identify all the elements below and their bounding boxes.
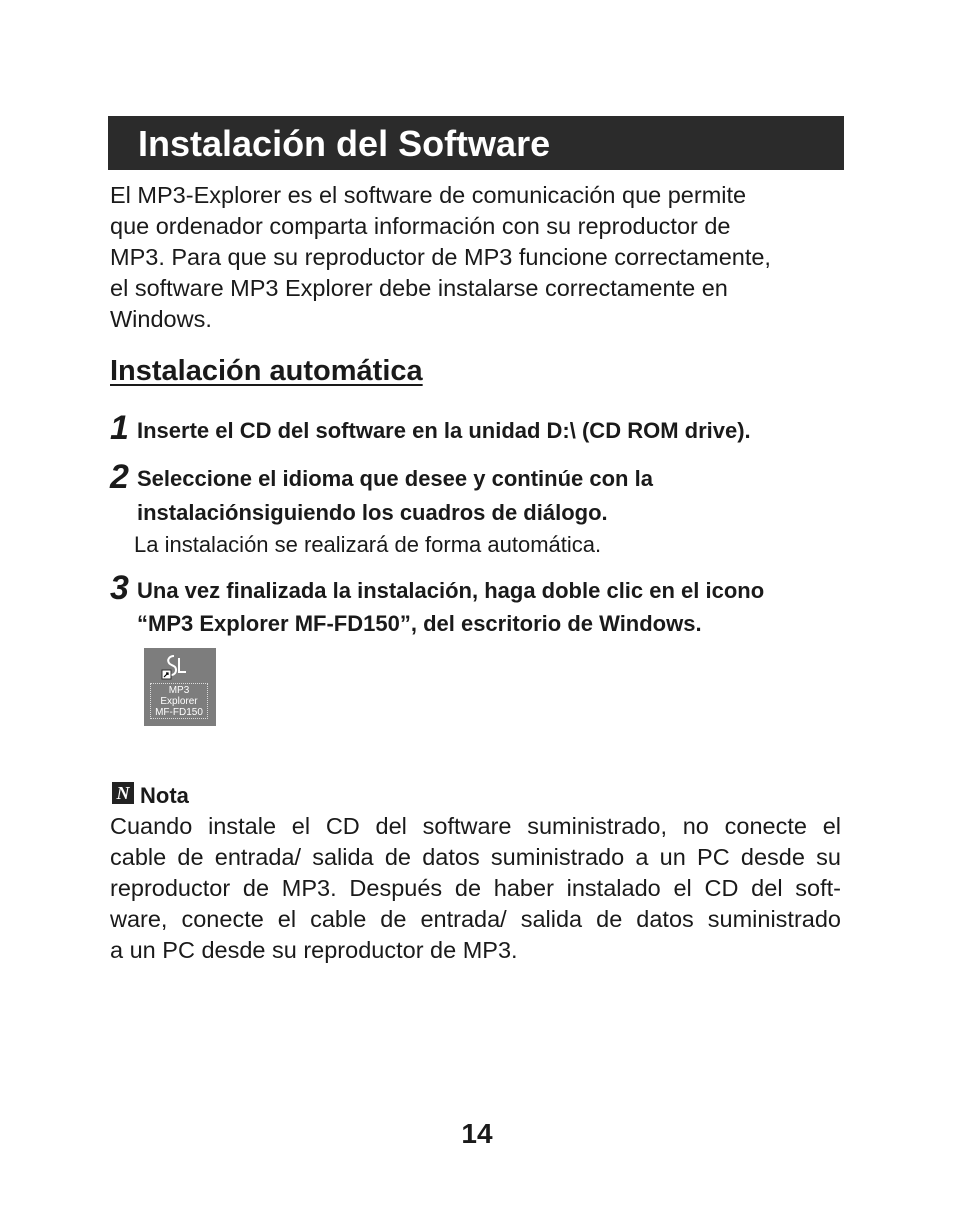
section-header-bar [108,116,844,170]
step-1-text: Inserte el CD del software en la unidad D:\ (CD ROM drive). [137,418,751,443]
desktop-icon-label-line: MP3 [168,685,190,696]
step-3-text-line: “MP3 Explorer MF-FD150”, del escritorio de Windows. [137,611,702,636]
desktop-icon-label-line: MF-FD150 [155,707,203,718]
note-line: ware, conecte el cable de entrada/ salida de datos suministrado [110,906,841,932]
desktop-icon-label-line: Explorer [160,696,198,707]
step-2-text-line: instalaciónsiguiendo los cuadros de diálogo. [137,500,608,525]
step-1-number: 1 [110,409,129,447]
step-2-number: 2 [110,458,129,496]
step-2-text-line: Seleccione el idioma que desee y continúe con la [137,466,653,491]
mp3-explorer-desktop-icon [144,648,216,726]
step-3-text-line: Una vez finalizada la instalación, haga doble clic en el icono [137,578,765,603]
intro-line: MP3. Para que su reproductor de MP3 funcione correctamente, [110,244,771,270]
desktop-icon-label [150,683,208,719]
step-2-detail: La instalación se realizará de forma automática. [134,532,602,557]
page-title: Instalación del Software [138,123,551,164]
section-title: Instalación automática [110,355,423,387]
note-n-icon: N [112,782,134,804]
note-label: Nota [140,783,189,808]
intro-line: El MP3-Explorer es el software de comunicación que permite [110,182,747,208]
mp3-explorer-app-icon [160,653,190,681]
page-number: 14 [461,1118,493,1149]
note-paragraph [110,811,841,966]
note-line: reproductor de MP3. Después de haber instalado el CD del soft- [110,875,841,901]
intro-line: que ordenador comparta información con su reproductor de [110,213,731,239]
note-line: Cuando instale el CD del software suministrado, no conecte el [110,813,841,839]
step-3-number: 3 [110,569,129,607]
intro-line: el software MP3 Explorer debe instalarse correctamente en [110,275,728,301]
intro-line: Windows. [110,306,212,332]
note-line: cable de entrada/ salida de datos suministrado a un PC desde su [110,844,841,870]
intro-paragraph [110,180,850,335]
note-line: a un PC desde su reproductor de MP3. [110,937,518,963]
